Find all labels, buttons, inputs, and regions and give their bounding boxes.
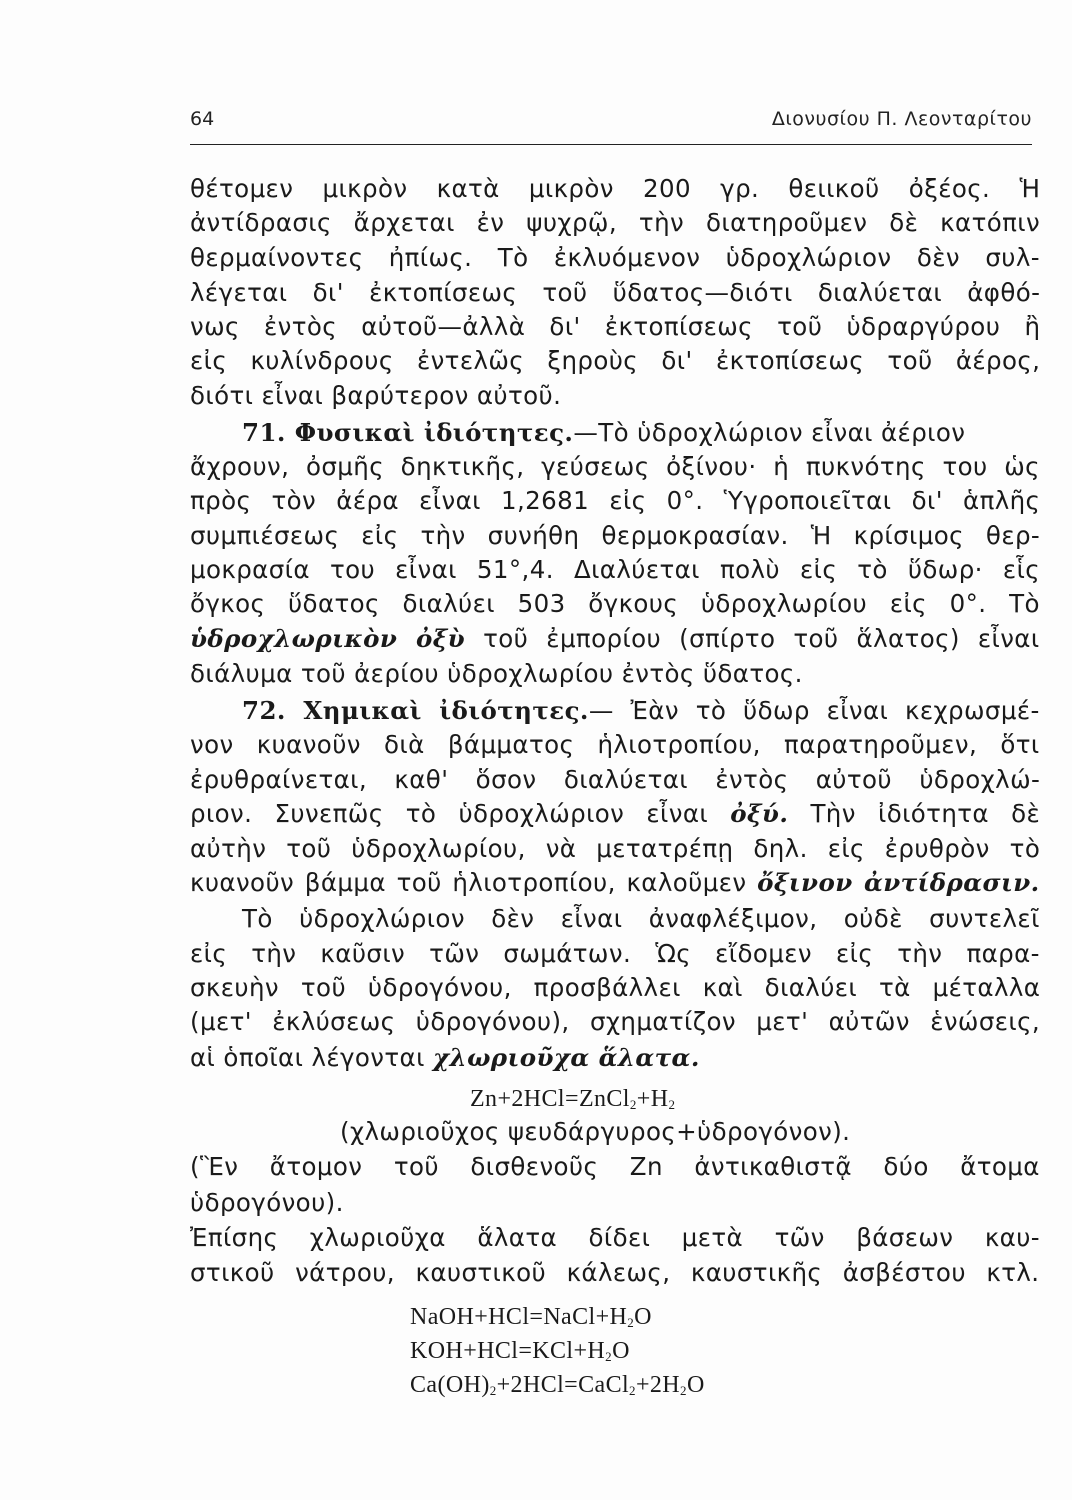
text-segment: θερμαίνοντες ἠπίως. Τὸ ἐκλυόμενον ὑδροχλώριον δὲν συλ- bbox=[190, 243, 1040, 272]
subscript: 2 bbox=[629, 1383, 636, 1398]
text-segment: λέγεται δι' ἐκτοπίσεως τοῦ ὕδατος—διότι διαλύεται ἀφθό- bbox=[190, 278, 1041, 307]
text-segment: θέτομεν μικρὸν κατὰ μικρὸν 200 γρ. θειικοῦ ὀξέος. Ἡ bbox=[190, 174, 1041, 203]
text-line bbox=[190, 728, 1040, 762]
text-segment: Ἐπίσης χλωριοῦχα ἅλατα δίδει μετὰ τῶν βάσεων καυ- bbox=[190, 1223, 1041, 1252]
text-line bbox=[190, 587, 1040, 621]
text-segment: εἰς κυλίνδρους ἐντελῶς ξηροὺς δι' ἐκτοπίσεως τοῦ ἀέρος, bbox=[190, 346, 1041, 375]
text-segment: — Ἐὰν τὸ ὕδωρ εἶναι κεχρωσμέ- bbox=[588, 696, 1040, 725]
text-line bbox=[190, 1186, 344, 1220]
text-segment: (μετ' ἐκλύσεως ὑδρογόνου), σχηματίζον μετ' αὐτῶν ἑνώσεις, bbox=[190, 1007, 1041, 1036]
text-segment: ἄχρουν, ὀσμῆς δηκτικῆς, γεύσεως ὀξίνου· ἡ πυκνότης του ὡς bbox=[190, 452, 1040, 481]
text-segment: μοκρασία του εἶναι 51°,4. Διαλύεται πολὺ εἰς τὸ ὕδωρ· εἷς bbox=[190, 555, 1041, 584]
text-line bbox=[190, 344, 1040, 378]
page-header bbox=[190, 108, 1032, 138]
text-line bbox=[190, 310, 1040, 344]
text-segment: ὄξινον ἀντίδρασιν. bbox=[757, 868, 1040, 897]
text-line bbox=[190, 1256, 1040, 1290]
text-segment: ριον. Συνεπῶς τὸ ὑδροχλώριον εἶναι bbox=[190, 799, 731, 828]
text-segment: —Τὸ ὑδροχλώριον εἶναι ἀέριον bbox=[573, 418, 966, 447]
text-segment: σκευὴν τοῦ ὑδρογόνου, προσβάλλει καὶ διαλύει τὰ μέταλλα bbox=[190, 973, 1041, 1002]
text-segment: Zn+2HCl=ZnCl bbox=[470, 1086, 630, 1112]
text-segment: αὐτὴν τοῦ ὑδροχλωρίου, νὰ μετατρέπῃ δηλ. εἰς ἐρυθρὸν τὸ bbox=[190, 834, 1041, 863]
text-line bbox=[242, 902, 1040, 936]
text-line bbox=[190, 937, 1040, 971]
text-segment: ἐρυθραίνεται, καθ' ὅσον διαλύεται ἐντὸς αὐτοῦ ὑδροχλώ- bbox=[190, 765, 1041, 794]
text-segment: κυανοῦν βάμμα τοῦ ἡλιοτροπίου, καλοῦμεν bbox=[190, 868, 758, 897]
text-line bbox=[242, 416, 965, 450]
text-segment: +2H bbox=[635, 1372, 681, 1398]
text-line bbox=[190, 276, 1040, 310]
text-line bbox=[190, 484, 1040, 518]
text-line bbox=[190, 763, 1040, 797]
text-segment: (Ἓν ἄτομον τοῦ δισθενοῦς Zn ἀντικαθιστᾷ δύο ἄτομα bbox=[190, 1152, 1040, 1181]
text-line bbox=[340, 1115, 850, 1149]
text-segment: πρὸς τὸν ἀέρα εἶναι 1,2681 εἰς 0°. Ὑγροποιεῖται δι' ἁπλῆς bbox=[190, 486, 1041, 515]
text-segment: νως ἐντὸς αὐτοῦ—ἀλλὰ δι' ἐκτοπίσεως τοῦ ὑδραργύρου ἢ bbox=[190, 312, 1041, 341]
text-line bbox=[190, 797, 1040, 831]
text-segment: 72. Χημικαὶ ἰδιότητες. bbox=[242, 696, 589, 725]
text-segment: +H bbox=[636, 1086, 669, 1112]
text-segment: χλωριοῦχα ἅλατα. bbox=[432, 1043, 700, 1072]
text-line bbox=[190, 832, 1040, 866]
text-line bbox=[190, 971, 1040, 1005]
formula-line bbox=[410, 1368, 705, 1402]
text-line bbox=[190, 172, 1040, 206]
text-segment: ὑδρογόνου). bbox=[190, 1188, 344, 1217]
text-segment: αἱ ὁποῖαι λέγονται bbox=[190, 1043, 433, 1072]
text-line bbox=[190, 450, 1040, 484]
text-line bbox=[190, 1221, 1040, 1255]
text-segment: Τὴν ἰδιότητα δὲ bbox=[788, 799, 1041, 828]
text-segment: ὀξύ. bbox=[730, 799, 789, 828]
text-line bbox=[190, 622, 1040, 656]
formula-line bbox=[410, 1300, 652, 1334]
text-line bbox=[190, 519, 1040, 553]
text-segment: συμπιέσεως εἰς τὴν συνήθη θερμοκρασίαν. Ἡ κρίσιμος θερ- bbox=[190, 521, 1041, 550]
text-segment: στικοῦ νάτρου, καυστικοῦ κάλεως, καυστικῆς ἀσβέστου κτλ. bbox=[190, 1258, 1040, 1287]
subscript: 2 bbox=[605, 1349, 613, 1364]
text-segment: 71. Φυσικαὶ ἰδιότητες. bbox=[242, 418, 574, 447]
formula-line bbox=[410, 1334, 630, 1368]
running-head: Διονυσίου Π. Λεονταρίτου bbox=[771, 108, 1032, 130]
text-line bbox=[190, 241, 1040, 275]
text-line bbox=[190, 1150, 1040, 1184]
subscript: 2 bbox=[489, 1383, 497, 1398]
header-rule bbox=[190, 144, 1032, 145]
text-segment: εἰς τὴν καῦσιν τῶν σωμάτων. Ὡς εἴδομεν εἰς τὴν παρα- bbox=[190, 939, 1040, 968]
page-number: 64 bbox=[190, 108, 215, 130]
text-line bbox=[190, 866, 1040, 900]
subscript: 2 bbox=[680, 1383, 687, 1398]
text-line bbox=[190, 379, 561, 413]
text-segment: διάλυμα τοῦ ἀερίου ὑδροχλωρίου ἐντὸς ὕδατος. bbox=[190, 659, 803, 688]
text-segment: (χλωριοῦχος ψευδάργυρος+ὑδρογόνον). bbox=[340, 1117, 851, 1146]
subscript: 2 bbox=[629, 1097, 637, 1112]
formula-line bbox=[470, 1082, 675, 1116]
subscript: 2 bbox=[627, 1315, 635, 1330]
text-line bbox=[190, 1005, 1040, 1039]
text-segment: O bbox=[686, 1372, 705, 1398]
text-segment: Ca(OH) bbox=[410, 1372, 490, 1398]
text-segment: τοῦ ἐμπορίου (σπίρτο τοῦ ἅλατος) εἶναι bbox=[465, 624, 1040, 653]
text-segment: NaOH+HCl=NaCl+H bbox=[410, 1304, 628, 1330]
text-segment: ὑδροχλωρικὸν ὀξὺ bbox=[190, 624, 466, 653]
text-segment: +2HCl=CaCl bbox=[496, 1372, 630, 1398]
text-line bbox=[190, 657, 803, 691]
text-line bbox=[190, 1041, 700, 1075]
subscript: 2 bbox=[668, 1097, 676, 1112]
text-segment: Τὸ ὑδροχλώριον δὲν εἶναι ἀναφλέξιμον, οὐδὲ συντελεῖ bbox=[242, 904, 1040, 933]
text-segment: νον κυανοῦν διὰ βάμματος ἡλιοτροπίου, παρατηροῦμεν, ὅτι bbox=[190, 730, 1040, 759]
text-segment: O bbox=[634, 1304, 652, 1330]
text-segment: KOH+HCl=KCl+H bbox=[410, 1338, 606, 1364]
text-line bbox=[190, 206, 1040, 240]
text-segment: O bbox=[612, 1338, 630, 1364]
text-line bbox=[190, 553, 1040, 587]
text-segment: διότι εἶναι βαρύτερον αὐτοῦ. bbox=[190, 381, 562, 410]
text-segment: ἀντίδρασις ἄρχεται ἐν ψυχρῷ, τὴν διατηροῦμεν δὲ κατόπιν bbox=[190, 208, 1041, 237]
text-line bbox=[242, 694, 1040, 728]
text-segment: ὄγκος ὕδατος διαλύει 503 ὄγκους ὑδροχλωρίου εἰς 0°. Τὸ bbox=[190, 589, 1040, 618]
